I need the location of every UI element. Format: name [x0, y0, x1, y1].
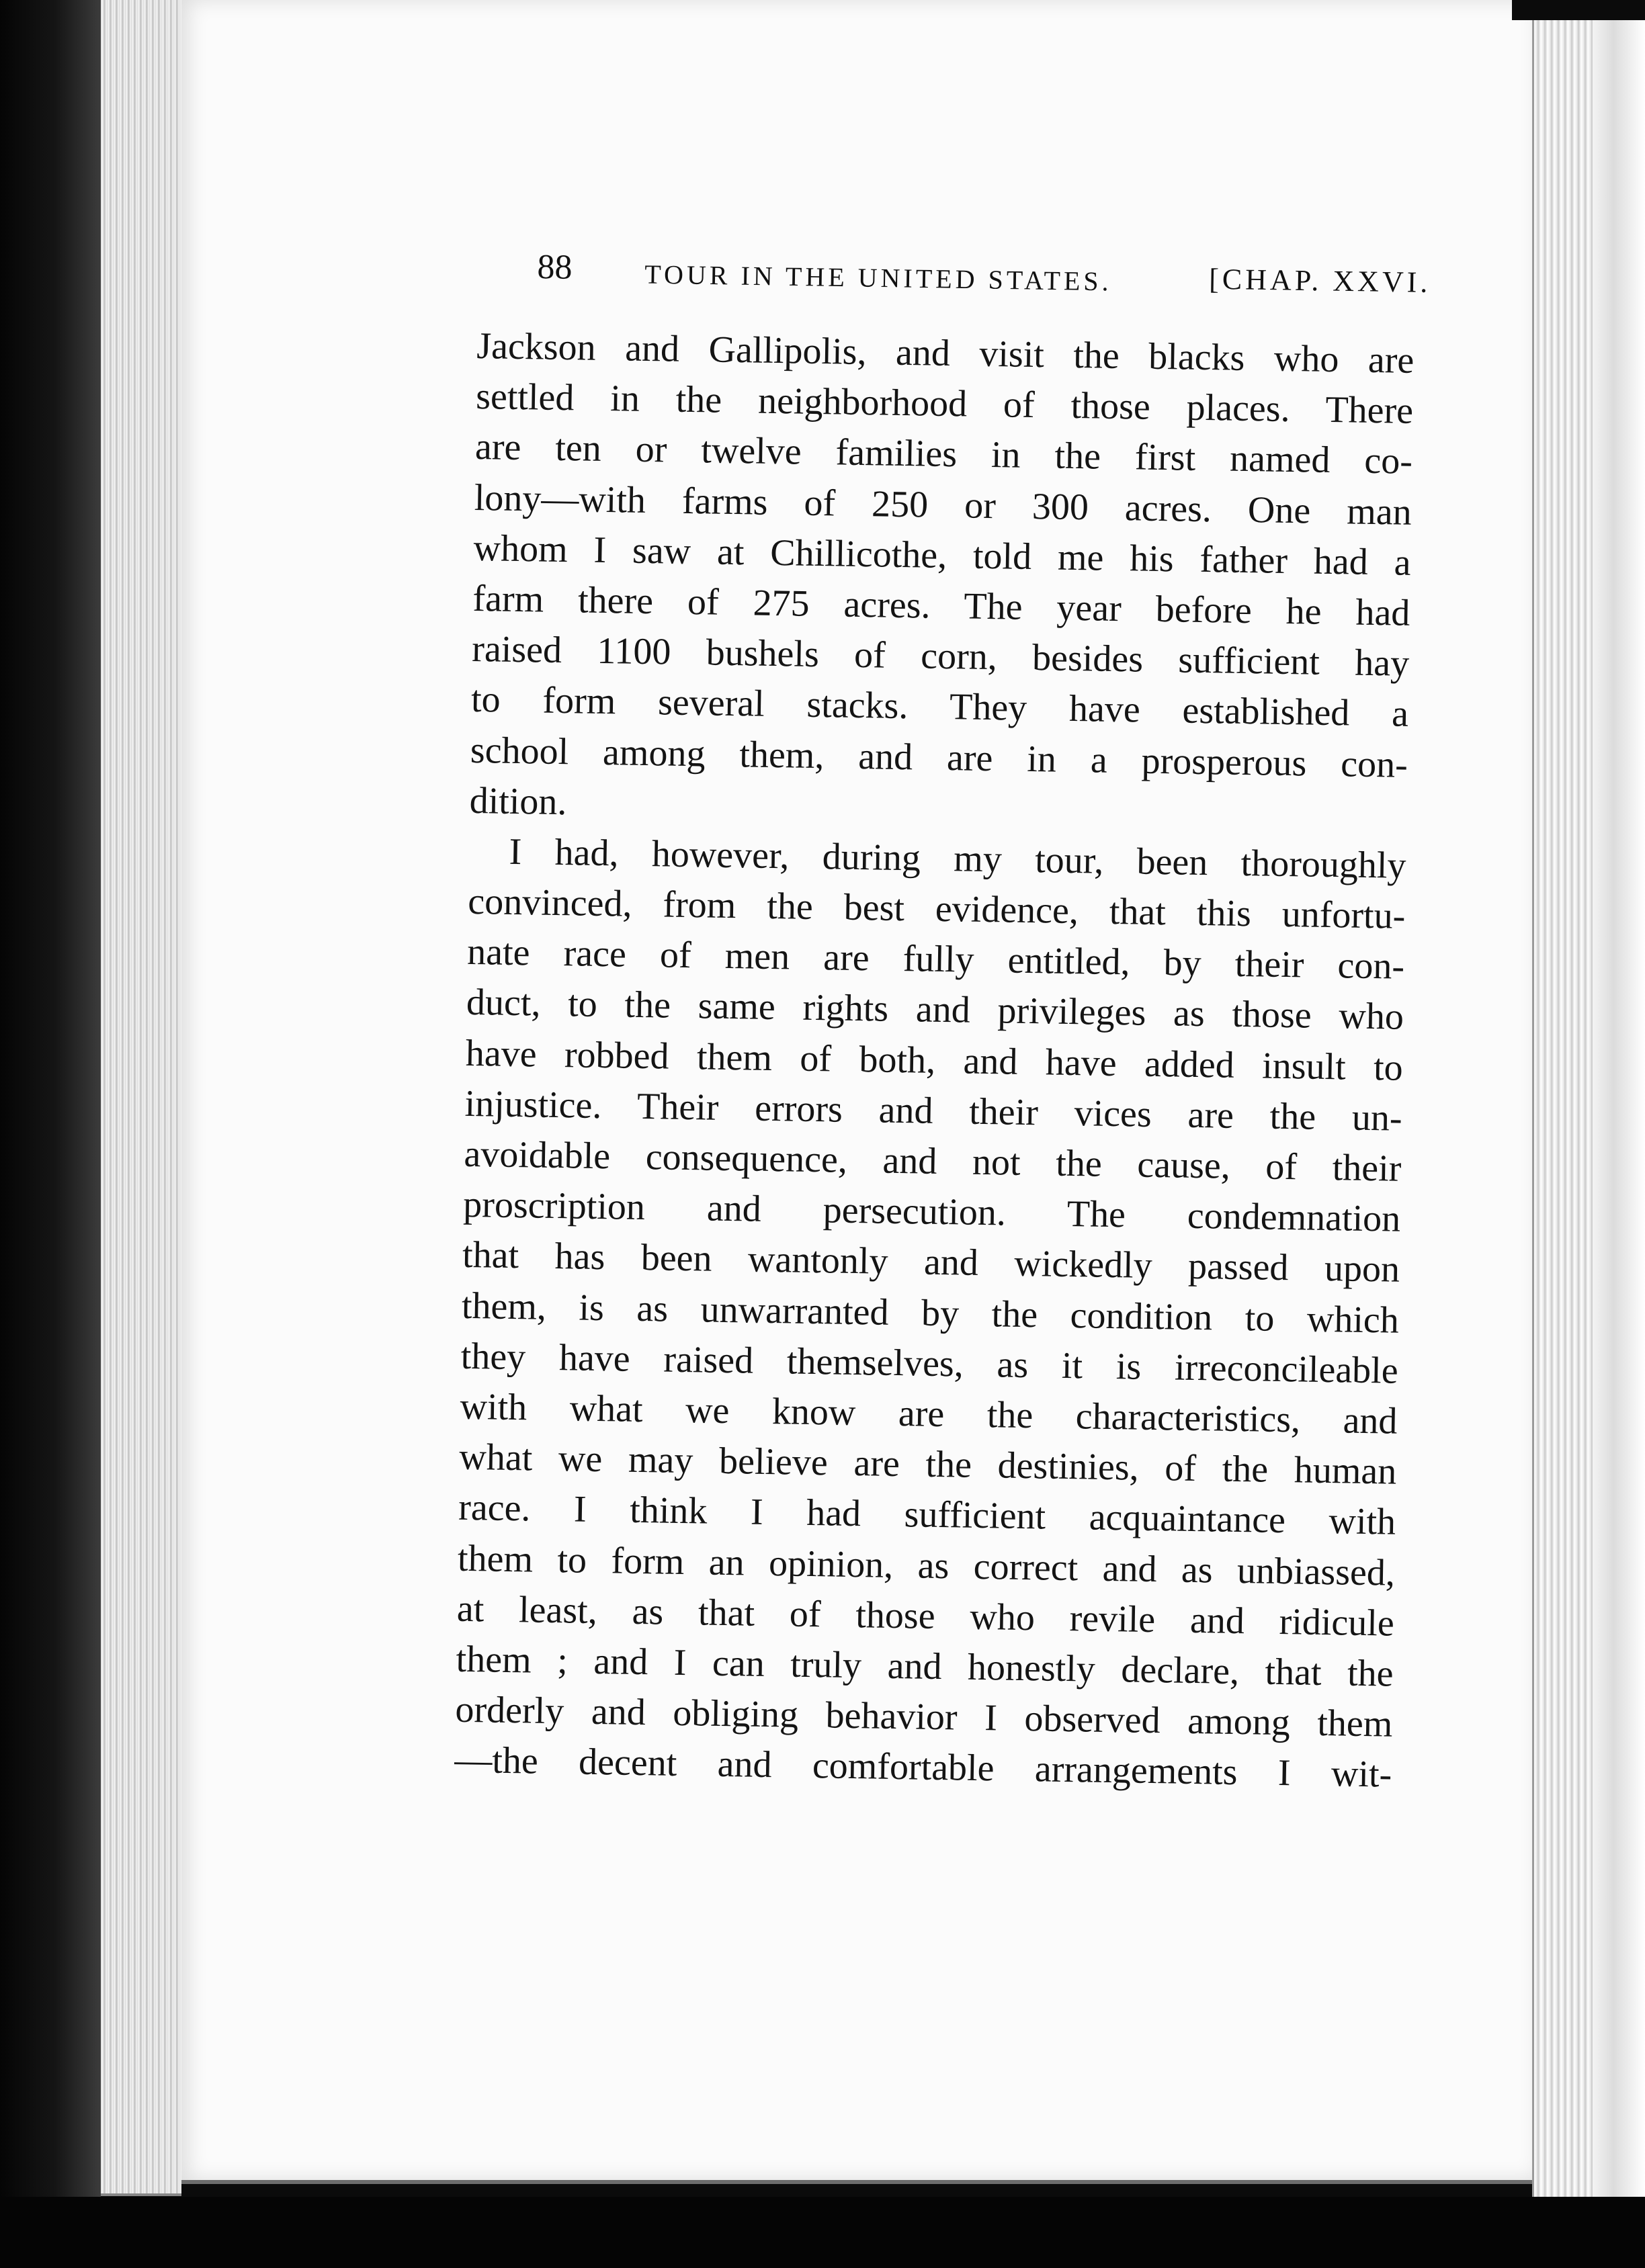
text-line: with what we know are the characteristics, and	[460, 1385, 1398, 1442]
text-line: nate race of men are fully entitled, by their con-	[466, 931, 1405, 988]
text-line: I had, however, during my tour, been thoroughly	[509, 830, 1406, 887]
running-head: TOUR IN THE UNITED STATES.	[644, 259, 1112, 297]
text-line: convinced, from the best evidence, that this unfortu-	[467, 880, 1406, 937]
right-page-edges	[1532, 20, 1595, 2197]
page-number: 88	[537, 247, 573, 287]
right-margin	[1593, 0, 1645, 2268]
text-line: farm there of 275 acres. The year before he had	[472, 577, 1410, 634]
text-line: Jackson and Gallipolis, and visit the blacks who are	[476, 324, 1415, 382]
text-line: settled in the neighborhood of those places. There	[475, 376, 1414, 433]
top-corner-shadow	[1512, 0, 1645, 20]
text-line: them to form an opinion, as correct and as unbiassed,	[457, 1537, 1396, 1594]
text-line: injustice. Their errors and their vices are the un-	[464, 1082, 1403, 1139]
chapter-label: [CHAP. XXVI.	[1208, 262, 1431, 299]
text-line: they have raised themselves, as it is irreconcileable	[460, 1335, 1399, 1392]
text-line: them ; and I can truly and honestly declare, that the	[456, 1638, 1394, 1695]
left-page-edges	[101, 0, 181, 2196]
text-line: race. I think I had sufficient acquaintance with	[458, 1487, 1396, 1544]
text-line: have robbed them of both, and have added insult to	[465, 1032, 1404, 1089]
text-line: them, is as unwarranted by the condition to which	[461, 1284, 1400, 1342]
text-line: are ten or twelve families in the first named co-	[474, 426, 1413, 483]
text-line: orderly and obliging behavior I observed among them	[455, 1688, 1393, 1745]
text-line: avoidable consequence, and not the cause, of their	[464, 1133, 1402, 1190]
text-line: dition.	[469, 779, 567, 823]
text-line: school among them, and are in a prosperous con-	[470, 729, 1408, 786]
bottom-shadow	[0, 2197, 1645, 2268]
text-line: that has been wantonly and wickedly passed upon	[462, 1234, 1400, 1291]
text-line: duct, to the same rights and privileges as those who	[466, 982, 1404, 1039]
text-line: lony—with farms of 250 or 300 acres. One man	[474, 476, 1412, 533]
text-line: proscription and persecution. The condemnation	[462, 1184, 1401, 1240]
text-line: to form several stacks. They have established a	[470, 679, 1409, 736]
text-line: raised 1100 bushels of corn, besides sufficient hay	[471, 628, 1410, 685]
text-line: at least, as that of those who revile and ridicule	[456, 1587, 1395, 1645]
book-binding	[0, 0, 101, 2268]
body-text	[454, 321, 1415, 1800]
text-line: what we may believe are the destinies, of the human	[458, 1436, 1397, 1493]
text-line: whom I saw at Chillicothe, told me his father had a	[473, 527, 1412, 584]
text-line: —the decent and comfortable arrangements I wit-	[454, 1739, 1392, 1796]
